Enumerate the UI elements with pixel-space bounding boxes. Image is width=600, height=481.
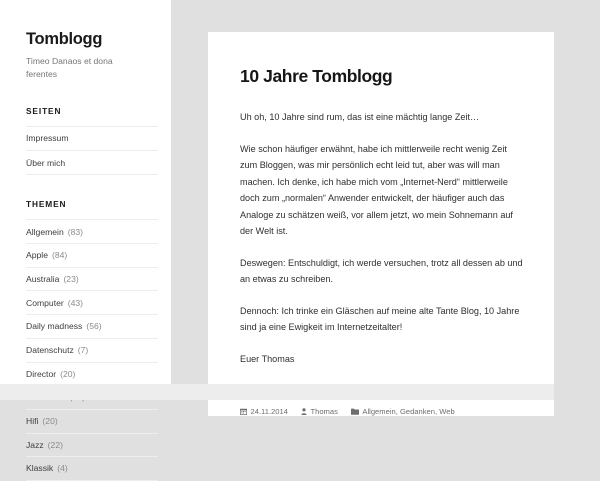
list-item [26,268,158,292]
post-categories-label[interactable]: Allgemein, Gedanken, Web [362,406,455,416]
category-label: Allgemein [26,226,64,237]
sidebar [0,0,171,474]
post-author-label[interactable]: Thomas [310,406,338,416]
category-count: (7) [77,345,89,356]
site-tagline: Timeo Danaos et dona ferentes [26,56,113,80]
categories-widget [26,199,171,481]
list-item [26,315,158,339]
category-label: Datenschutz [26,345,74,356]
category-label: Jazz [26,439,44,450]
categories-widget-title: THEMEN [26,199,67,210]
categories-list [26,219,158,481]
post-content-card [208,32,554,416]
category-item-hifi[interactable] [26,410,158,433]
list-item [26,363,158,387]
category-count: (83) [67,226,84,237]
post-body [240,109,524,368]
calendar-icon [240,408,247,415]
category-item-klassik[interactable] [26,457,158,480]
post-paragraph: Deswegen: Entschuldigt, ich werde versuchen, trotz all dessen ab und an etwas zu schreiben. [240,257,523,285]
category-count: (20) [60,368,76,379]
pages-widget-title: SEITEN [26,105,62,116]
site-title[interactable]: Tomblogg [26,30,103,48]
category-count: (4) [57,463,68,474]
category-count: (22) [47,439,63,450]
category-label: Director [26,368,57,379]
folder-icon [351,408,359,415]
sidebar-item-ueber-mich[interactable]: Über mich [26,157,66,168]
post-paragraph: Uh oh, 10 Jahre sind rum, das ist eine mächtig lange Zeit… [240,112,480,122]
category-item-director[interactable] [26,363,158,386]
list-item [26,434,158,458]
post-paragraph: Euer Thomas [240,354,295,365]
pages-list [26,126,158,176]
category-item-jazz[interactable] [26,434,158,457]
category-label: Computer [26,297,64,308]
category-label: Apple [26,250,48,261]
category-item-australia[interactable] [26,268,158,291]
category-item-computer[interactable] [26,291,158,314]
category-label: Hifi [26,416,39,427]
list-item [26,126,158,151]
page-title: 10 Jahre Tomblogg [240,66,393,86]
list-item [26,410,158,434]
category-label: Australia [26,273,60,284]
person-icon [301,408,307,415]
post-paragraph: Dennoch: Ich trinke ein Gläschen auf meine alte Tante Blog, 10 Jahre sind ja eine Ewigkeit im Internetzeitalter! [240,305,520,333]
list-item [26,291,158,315]
category-label: Klassik [26,463,54,474]
list-item [26,244,158,268]
footer-strip [0,384,554,400]
post-paragraph: Wie schon häufiger erwähnt, habe ich mittlerweile recht wenig Zeit zum Bloggen, was mir persönlich echt leid tut, aber was will man machen. Ich denke, ich habe mich vom „Internet-Nerd“ mittlerweile doch zum „normalen“ Anwender entwickelt, der häufiger auch das Analoge zu schätzen weiß, vor allem jetzt, wo mein Sohnemann auf der Welt ist. [240,143,513,237]
sidebar-item-impressum[interactable]: Impressum [26,133,69,144]
category-count: (56) [86,321,102,332]
list-item [26,219,158,244]
category-count: (20) [42,416,58,427]
list-item [26,151,158,175]
post-date [240,407,288,416]
post-author [301,407,338,416]
post-date-label: 24.11.2014 [250,406,288,416]
pages-widget [26,106,171,176]
category-count: (84) [51,250,68,261]
category-count: (23) [63,273,79,284]
category-item-allgemein[interactable] [26,220,158,243]
category-item-datenschutz[interactable] [26,339,158,362]
list-item [26,457,158,481]
category-label: Daily madness [26,321,83,332]
category-item-apple[interactable] [26,244,158,267]
category-item-daily-madness[interactable] [26,315,158,338]
list-item [26,339,158,363]
category-count: (43) [67,297,84,308]
post-categories [351,407,455,416]
